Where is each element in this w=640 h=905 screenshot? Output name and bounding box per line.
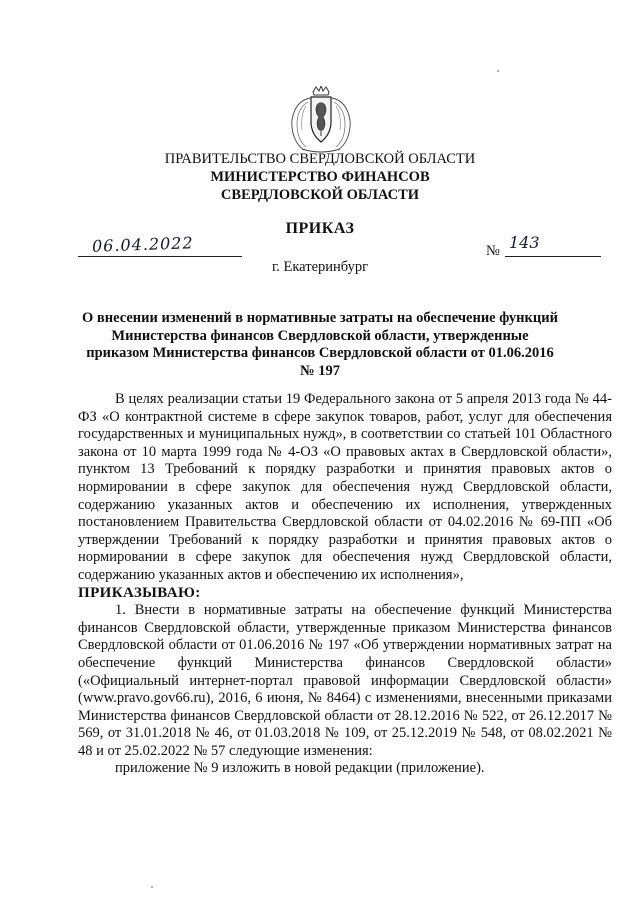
region-name: СВЕРДЛОВСКОЙ ОБЛАСТИ: [220, 187, 420, 203]
date-field: [78, 233, 242, 257]
handwritten-date: 06.04.2022: [91, 233, 194, 256]
document-body: [78, 391, 612, 778]
scan-speck: [151, 886, 153, 888]
city-name: г. Екатеринбург: [271, 259, 369, 275]
scan-speck: [497, 70, 499, 72]
coat-of-arms-emblem-icon: [286, 86, 356, 154]
government-name: ПРАВИТЕЛЬСТВО СВЕРДЛОВСКОЙ ОБЛАСТИ: [164, 151, 476, 167]
handwritten-number: 143: [509, 233, 540, 252]
document-subject: О внесении изменений в нормативные затраты на обеспечение функций Министерства финансов Свердловской области, утвержденные приказом Министерства финансов Свердловской области от 01.06.2016 № 197: [82, 310, 558, 380]
preamble-paragraph: В целях реализации статьи 19 Федерального закона от 5 апреля 2013 года № 44-ФЗ «О контрактной системе в сфере закупок товаров, работ, услуг для обеспечения государственных и муниципальных нужд», в соответствии со статьей 101 Областного закона от 10 марта 1999 года № 4-ОЗ «О правовых актах в Свердловской области», пунктом 13 Требований к порядку разработки и принятия правовых актов о нормировании в сфере закупок для обеспечения нужд Свердловской области, содержанию указанных актов и обеспечению их исполнения, утвержденных постановлением Правительства Свердловской области от 04.02.2016 № 69-ПП «Об утверждении Требований к порядку разработки и принятия правовых актов о нормировании в сфере закупок для обеспечения нужд Свердловской области, содержанию указанных актов и обеспечению их исполнения»,: [78, 391, 612, 583]
ministry-name: МИНИСТЕРСТВО ФИНАНСОВ: [210, 169, 430, 185]
item-1-paragraph: 1. Внести в нормативные затраты на обеспечение функций Министерства финансов Свердловской области, утвержденные приказом Министерства финансов Свердловской области от 01.06.2016 № 197 «Об утверждении нормативных затрат на обеспечение функций Министерства финансов Свердловской области» («Официальный интернет-портал правовой информации Свердловской области» (www.pravo.gov66.ru), 2016, 6 июня, № 8464) с изменениями, внесенными приказами Министерства финансов Свердловской области от 28.12.2016 № 522, от 26.12.2017 № 569, от 31.01.2018 № 46, от 01.03.2018 № 109, от 25.12.2019 № 548, от 08.02.2021 № 48 и от 25.02.2022 № 57 следующие изменения:: [78, 602, 612, 759]
order-word: ПРИКАЗЫВАЮ:: [78, 584, 201, 601]
annex-paragraph: приложение № 9 изложить в новой редакции (приложение).: [115, 760, 485, 777]
number-field: [505, 233, 601, 257]
number-label: №: [486, 243, 500, 259]
document-type-title: ПРИКАЗ: [285, 220, 355, 237]
